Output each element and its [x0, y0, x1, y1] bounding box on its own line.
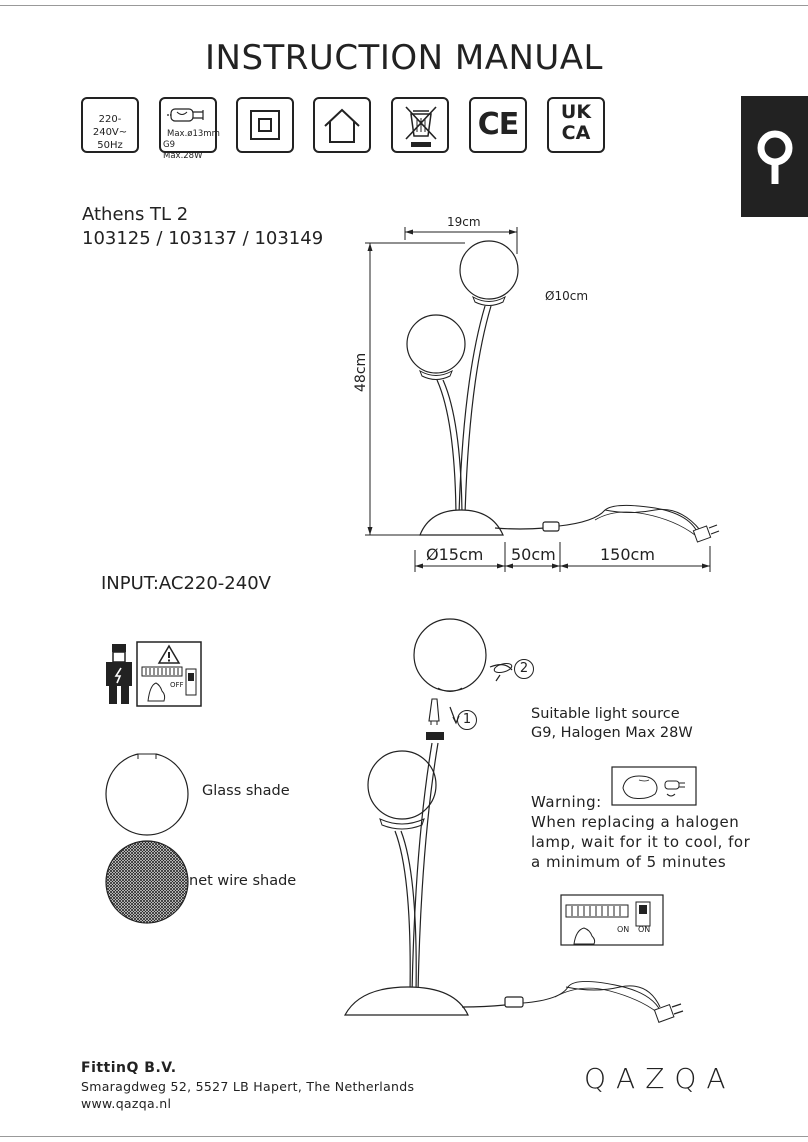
ukca-icon	[547, 97, 605, 153]
dim-width: 19cm	[447, 215, 481, 229]
step-1-marker: 1	[457, 710, 477, 730]
switch-on-label: ON	[638, 925, 651, 934]
bottom-rule	[0, 1136, 808, 1137]
dim-base: Ø15cm	[426, 545, 484, 564]
fuse-box-off-icon	[136, 641, 202, 707]
g9-bulb-icon	[163, 103, 215, 127]
voltage-label: 220-240V~	[92, 114, 128, 138]
product-codes: 103125 / 103137 / 103149	[82, 228, 324, 249]
dim-cord: 150cm	[600, 545, 655, 564]
class-2-icon	[236, 97, 294, 153]
page-title: INSTRUCTION MANUAL	[205, 38, 603, 78]
crossed-bin-icon	[401, 103, 441, 149]
fuse-off-label: OFF	[170, 681, 184, 689]
ukca-mark-bottom: CA	[561, 122, 591, 144]
company-address: Smaragdweg 52, 5527 LB Hapert, The Netherlands	[81, 1079, 415, 1094]
fuse-box-on-icon	[560, 894, 664, 946]
glass-shade-icon	[102, 748, 192, 836]
bulb-spec-icon	[159, 97, 220, 161]
bulb-size-label: Max.ø13mm	[167, 129, 220, 139]
hot-bulb-hand-icon	[611, 766, 697, 806]
product-name: Athens TL 2	[82, 204, 189, 225]
brand-tab	[741, 96, 808, 217]
q-logo-icon	[753, 126, 797, 188]
warning-title: Warning:	[531, 793, 602, 811]
indoor-use-icon	[313, 97, 371, 153]
light-source-spec: G9, Halogen Max 28W	[531, 725, 693, 741]
dim-globe: Ø10cm	[545, 289, 589, 303]
company-name: FittinQ B.V.	[81, 1060, 177, 1076]
dim-height: 48cm	[353, 352, 369, 392]
frequency-label: 50Hz	[97, 140, 123, 151]
brand-logo: QAZQA	[584, 1062, 736, 1095]
light-source-title: Suitable light source	[531, 706, 680, 722]
warning-line-3: a minimum of 5 minutes	[531, 853, 727, 871]
voltage-icon	[81, 97, 139, 153]
glass-shade-label: Glass shade	[202, 783, 290, 799]
warning-line-2: lamp, wait for it to cool, for	[531, 833, 751, 851]
ce-mark: CE	[477, 107, 519, 142]
lamp-dimension-drawing	[355, 210, 725, 575]
ce-icon	[469, 97, 527, 153]
electrician-icon	[104, 642, 136, 706]
top-rule	[0, 5, 808, 6]
net-wire-shade-label: net wire shade	[189, 873, 297, 889]
house-icon	[321, 104, 363, 146]
net-wire-shade-icon	[102, 838, 192, 926]
step-2-marker: 2	[514, 659, 534, 679]
dim-cord-to-switch: 50cm	[511, 545, 556, 564]
company-website: www.qazqa.nl	[81, 1096, 172, 1111]
class-2-inner-square	[258, 118, 272, 132]
input-voltage: INPUT:AC220-240V	[101, 573, 271, 594]
warning-line-1: When replacing a halogen	[531, 813, 740, 831]
bulb-watt-label: G9 Max.28W	[163, 140, 203, 161]
ukca-mark-top: UK	[560, 101, 592, 123]
breaker-on-label: ON	[617, 925, 630, 934]
weee-icon	[391, 97, 449, 153]
